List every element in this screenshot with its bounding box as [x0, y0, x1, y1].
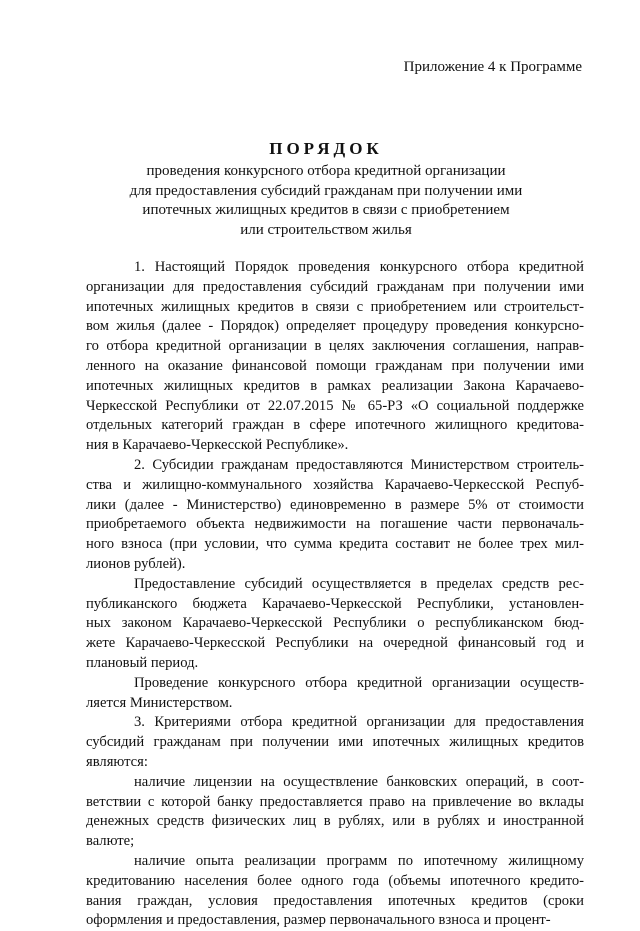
paragraph-line: наличие опыта реализации программ по ипотечному жилищному: [134, 852, 584, 869]
paragraph-line: оформления и предоставления, размер первоначального взноса и процент-: [86, 912, 551, 929]
body-paragraph: [86, 713, 584, 772]
subtitle-line: проведения конкурсного отбора кредитной организации: [146, 163, 506, 179]
body-paragraph: [86, 575, 584, 674]
paragraph-line: лики (далее - Министерство) единовременно в размере 5% от стоимости: [86, 496, 584, 513]
appendix-label: Приложение 4 к Программе: [403, 59, 582, 75]
body-paragraph: [86, 258, 584, 456]
paragraph-line: вом жилья (далее - Порядок) определяет процедуру проведения конкурсно-: [86, 318, 584, 335]
paragraph-line: кредитованию населения более одного года (объемы ипотечного кредито-: [86, 872, 584, 889]
paragraph-line: 1. Настоящий Порядок проведения конкурсного отбора кредитной: [134, 259, 584, 275]
paragraph-line: ветствии с которой банку предоставляется право на привлечение во вклады: [86, 793, 584, 810]
body-text: [86, 258, 584, 931]
paragraph-line: ных законом Карачаево-Черкесской Республики о республиканском бюд-: [86, 615, 584, 632]
body-paragraph: [86, 773, 584, 852]
paragraph-line: ния в Карачаево-Черкесской Республике».: [86, 437, 349, 454]
paragraph-line: публиканского бюджета Карачаево-Черкесской Республики, установлен-: [86, 595, 584, 612]
document-title: ПОРЯДОК: [269, 139, 383, 158]
paragraph-line: наличие лицензии на осуществление банковских операций, в соот-: [134, 773, 584, 790]
paragraph-line: го отбора кредитной организации в целях заключения соглашения, направ-: [86, 338, 584, 355]
subtitle-line: для предоставления субсидий гражданам при получении ими: [129, 182, 523, 199]
paragraph-line: 2. Субсидии гражданам предоставляются Министерством строитель-: [134, 456, 584, 473]
paragraph-line: вания граждан, условия предоставления ипотечных кредитов (сроки: [86, 892, 584, 909]
paragraph-line: Проведение конкурсного отбора кредитной организации осуществ-: [134, 674, 584, 691]
paragraph-line: ляется Министерством.: [86, 694, 233, 711]
paragraph-line: ства и жилищно-коммунального хозяйства Карачаево-Черкесской Респуб-: [86, 476, 584, 493]
subtitle-line: ипотечных жилищных кредитов в связи с приобретением: [142, 202, 510, 218]
paragraph-line: отдельных категорий граждан в сфере ипотечного жилищного кредитова-: [86, 417, 584, 434]
paragraph-line: ленного на оказание финансовой помощи гражданам при получении ими: [86, 357, 584, 374]
paragraph-line: плановый период.: [86, 654, 199, 671]
body-paragraph: [86, 456, 584, 575]
body-paragraph: [86, 852, 584, 931]
paragraph-line: организации для предоставления субсидий гражданам при получении ими: [86, 278, 584, 295]
paragraph-line: валюте;: [86, 833, 135, 850]
paragraph-line: Черкесской Республики от 22.07.2015 № 65-РЗ «О социальной поддержке: [86, 397, 584, 414]
paragraph-line: приобретаемого объекта недвижимости на погашение части первоначаль-: [86, 516, 584, 533]
paragraph-line: являются:: [86, 753, 148, 770]
paragraph-line: ипотечных жилищных кредитов в рамках реализации Закона Карачаево-: [86, 377, 584, 394]
paragraph-line: жете Карачаево-Черкесской Республики на очередной финансовый год и: [86, 635, 584, 652]
paragraph-line: денежных средств физических лиц в рублях, или в рублях и иностранной: [86, 813, 584, 830]
paragraph-line: лионов рублей).: [86, 555, 186, 572]
subtitle-line: или строительством жилья: [240, 221, 412, 238]
body-paragraph: [86, 674, 584, 714]
paragraph-line: 3. Критериями отбора кредитной организации для предоставления: [134, 714, 584, 731]
paragraph-line: ного взноса (при условии, что сумма кредита составит не более трех мил-: [86, 536, 584, 553]
paragraph-line: Предоставление субсидий осуществляется в пределах средств рес-: [134, 575, 584, 592]
paragraph-line: субсидий гражданам при получении ими ипотечных жилищных кредитов: [86, 734, 584, 751]
paragraph-line: ипотечных жилищных кредитов в связи с приобретением или строительст-: [86, 298, 584, 315]
title-block: [86, 138, 566, 240]
